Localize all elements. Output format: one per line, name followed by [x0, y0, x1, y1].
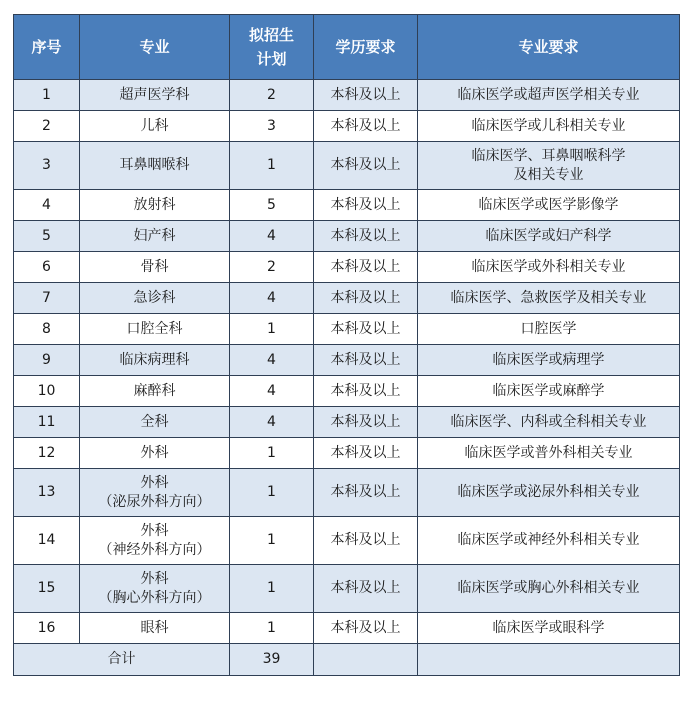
cell-education: 本科及以上	[314, 407, 418, 438]
cell-major	[80, 565, 230, 613]
cell-major-line: 麻醉科	[133, 382, 176, 399]
table-row	[14, 111, 680, 142]
cell-requirement	[418, 376, 680, 407]
cell-index: 7	[14, 283, 80, 314]
cell-education: 本科及以上	[314, 314, 418, 345]
cell-requirement-line: 临床医学或儿科相关专业	[471, 117, 626, 134]
total-requirement-empty	[418, 644, 680, 676]
total-row	[14, 644, 680, 676]
table-row	[14, 80, 680, 111]
cell-quota: 1	[230, 438, 314, 469]
table-row	[14, 142, 680, 190]
cell-requirement	[418, 190, 680, 221]
table-header	[14, 15, 680, 80]
cell-major-line: 临床病理科	[119, 351, 190, 368]
cell-quota: 1	[230, 142, 314, 190]
cell-education: 本科及以上	[314, 111, 418, 142]
cell-requirement-line: 临床医学或妇产科学	[485, 227, 612, 244]
header-quota	[230, 15, 314, 80]
header-quota-line1: 拟招生	[248, 26, 294, 44]
cell-index: 5	[14, 221, 80, 252]
cell-requirement	[418, 80, 680, 111]
cell-major-line: 妇产科	[133, 227, 176, 244]
header-row	[14, 15, 680, 80]
table-row	[14, 314, 680, 345]
cell-major-line: 骨科	[140, 258, 169, 275]
cell-quota: 4	[230, 345, 314, 376]
cell-major-line: 放射科	[133, 196, 176, 213]
cell-index: 10	[14, 376, 80, 407]
cell-requirement	[418, 345, 680, 376]
cell-education: 本科及以上	[314, 376, 418, 407]
cell-major	[80, 407, 230, 438]
cell-major-line: （泌尿外科方向）	[98, 493, 211, 510]
cell-major	[80, 221, 230, 252]
header-requirement: 专业要求	[418, 15, 680, 80]
cell-education: 本科及以上	[314, 142, 418, 190]
cell-education: 本科及以上	[314, 190, 418, 221]
cell-index: 12	[14, 438, 80, 469]
cell-requirement	[418, 469, 680, 517]
cell-education: 本科及以上	[314, 438, 418, 469]
cell-major	[80, 111, 230, 142]
cell-quota: 4	[230, 221, 314, 252]
cell-quota: 1	[230, 613, 314, 644]
cell-requirement-line: 临床医学或超声医学相关专业	[457, 86, 640, 103]
table-row	[14, 283, 680, 314]
cell-major-line: （神经外科方向）	[98, 541, 211, 558]
table-row	[14, 613, 680, 644]
table-row	[14, 376, 680, 407]
cell-requirement	[418, 283, 680, 314]
cell-requirement-line: 临床医学、内科或全科相关专业	[450, 413, 647, 430]
cell-requirement	[418, 613, 680, 644]
cell-quota: 4	[230, 376, 314, 407]
cell-major	[80, 190, 230, 221]
cell-requirement	[418, 314, 680, 345]
cell-major-line: 外科	[140, 444, 169, 461]
table-body	[14, 80, 680, 644]
cell-major	[80, 613, 230, 644]
cell-education: 本科及以上	[314, 469, 418, 517]
cell-education: 本科及以上	[314, 613, 418, 644]
cell-requirement-line: 临床医学、急救医学及相关专业	[450, 289, 647, 306]
total-quota: 39	[230, 644, 314, 676]
cell-requirement-line: 临床医学或外科相关专业	[471, 258, 626, 275]
cell-quota: 4	[230, 283, 314, 314]
cell-quota: 4	[230, 407, 314, 438]
cell-education: 本科及以上	[314, 283, 418, 314]
cell-major-line: （胸心外科方向）	[98, 589, 211, 606]
table-row	[14, 221, 680, 252]
cell-requirement-line: 临床医学或泌尿外科相关专业	[457, 484, 640, 500]
cell-requirement	[418, 142, 680, 190]
cell-quota: 1	[230, 314, 314, 345]
cell-major	[80, 438, 230, 469]
cell-index: 2	[14, 111, 80, 142]
header-index: 序号	[14, 15, 80, 80]
cell-requirement-line: 临床医学、耳鼻咽喉科学	[471, 147, 626, 164]
header-education: 学历要求	[314, 15, 418, 80]
cell-education: 本科及以上	[314, 80, 418, 111]
cell-major-line: 全科	[140, 413, 169, 430]
cell-index: 11	[14, 407, 80, 438]
cell-quota: 5	[230, 190, 314, 221]
cell-requirement	[418, 221, 680, 252]
cell-requirement-line: 临床医学或病理学	[492, 351, 605, 368]
total-label: 合计	[14, 644, 230, 676]
cell-index: 15	[14, 565, 80, 613]
cell-requirement-line: 临床医学或普外科相关专业	[464, 444, 633, 461]
cell-major-line: 外科	[140, 474, 169, 491]
cell-education: 本科及以上	[314, 252, 418, 283]
cell-major	[80, 80, 230, 111]
cell-major	[80, 376, 230, 407]
cell-index: 16	[14, 613, 80, 644]
table-row	[14, 407, 680, 438]
cell-major	[80, 469, 230, 517]
cell-major-line: 外科	[140, 570, 169, 587]
cell-major-line: 超声医学科	[119, 86, 190, 103]
header-quota-line2: 计划	[256, 50, 287, 68]
cell-education: 本科及以上	[314, 345, 418, 376]
cell-requirement-line: 及相关专业	[513, 166, 584, 183]
cell-quota: 1	[230, 469, 314, 517]
cell-requirement-line: 口腔医学	[520, 320, 577, 337]
cell-quota: 2	[230, 252, 314, 283]
cell-index: 4	[14, 190, 80, 221]
table-row	[14, 565, 680, 613]
cell-major-line: 急诊科	[133, 289, 176, 306]
table-footer	[14, 644, 680, 676]
cell-education: 本科及以上	[314, 221, 418, 252]
cell-education: 本科及以上	[314, 565, 418, 613]
table-row	[14, 190, 680, 221]
cell-requirement-line: 临床医学或胸心外科相关专业	[457, 580, 640, 596]
cell-major-line: 外科	[140, 522, 169, 539]
cell-requirement	[418, 252, 680, 283]
table-row	[14, 345, 680, 376]
cell-index: 9	[14, 345, 80, 376]
table-row	[14, 252, 680, 283]
cell-major-line: 儿科	[140, 117, 169, 134]
cell-requirement	[418, 517, 680, 565]
table-row	[14, 469, 680, 517]
cell-index: 6	[14, 252, 80, 283]
recruitment-table	[13, 14, 680, 676]
cell-requirement	[418, 438, 680, 469]
cell-requirement	[418, 407, 680, 438]
cell-major	[80, 283, 230, 314]
cell-requirement-line: 临床医学或医学影像学	[478, 196, 619, 213]
cell-quota: 1	[230, 565, 314, 613]
cell-requirement-line: 临床医学或麻醉学	[492, 382, 605, 399]
cell-index: 3	[14, 142, 80, 190]
cell-major-line: 耳鼻咽喉科	[119, 157, 190, 173]
cell-major	[80, 517, 230, 565]
cell-index: 8	[14, 314, 80, 345]
cell-major	[80, 314, 230, 345]
cell-major-line: 口腔全科	[126, 320, 183, 337]
cell-requirement	[418, 111, 680, 142]
cell-requirement	[418, 565, 680, 613]
cell-quota: 3	[230, 111, 314, 142]
table-row	[14, 517, 680, 565]
cell-major	[80, 345, 230, 376]
header-major: 专业	[80, 15, 230, 80]
cell-requirement-line: 临床医学或神经外科相关专业	[457, 532, 640, 548]
cell-quota: 2	[230, 80, 314, 111]
cell-index: 14	[14, 517, 80, 565]
cell-requirement-line: 临床医学或眼科学	[492, 619, 605, 636]
cell-education: 本科及以上	[314, 517, 418, 565]
total-education-empty	[314, 644, 418, 676]
cell-major-line: 眼科	[140, 619, 169, 636]
cell-major	[80, 142, 230, 190]
cell-index: 1	[14, 80, 80, 111]
table-row	[14, 438, 680, 469]
cell-major	[80, 252, 230, 283]
cell-quota: 1	[230, 517, 314, 565]
cell-index: 13	[14, 469, 80, 517]
